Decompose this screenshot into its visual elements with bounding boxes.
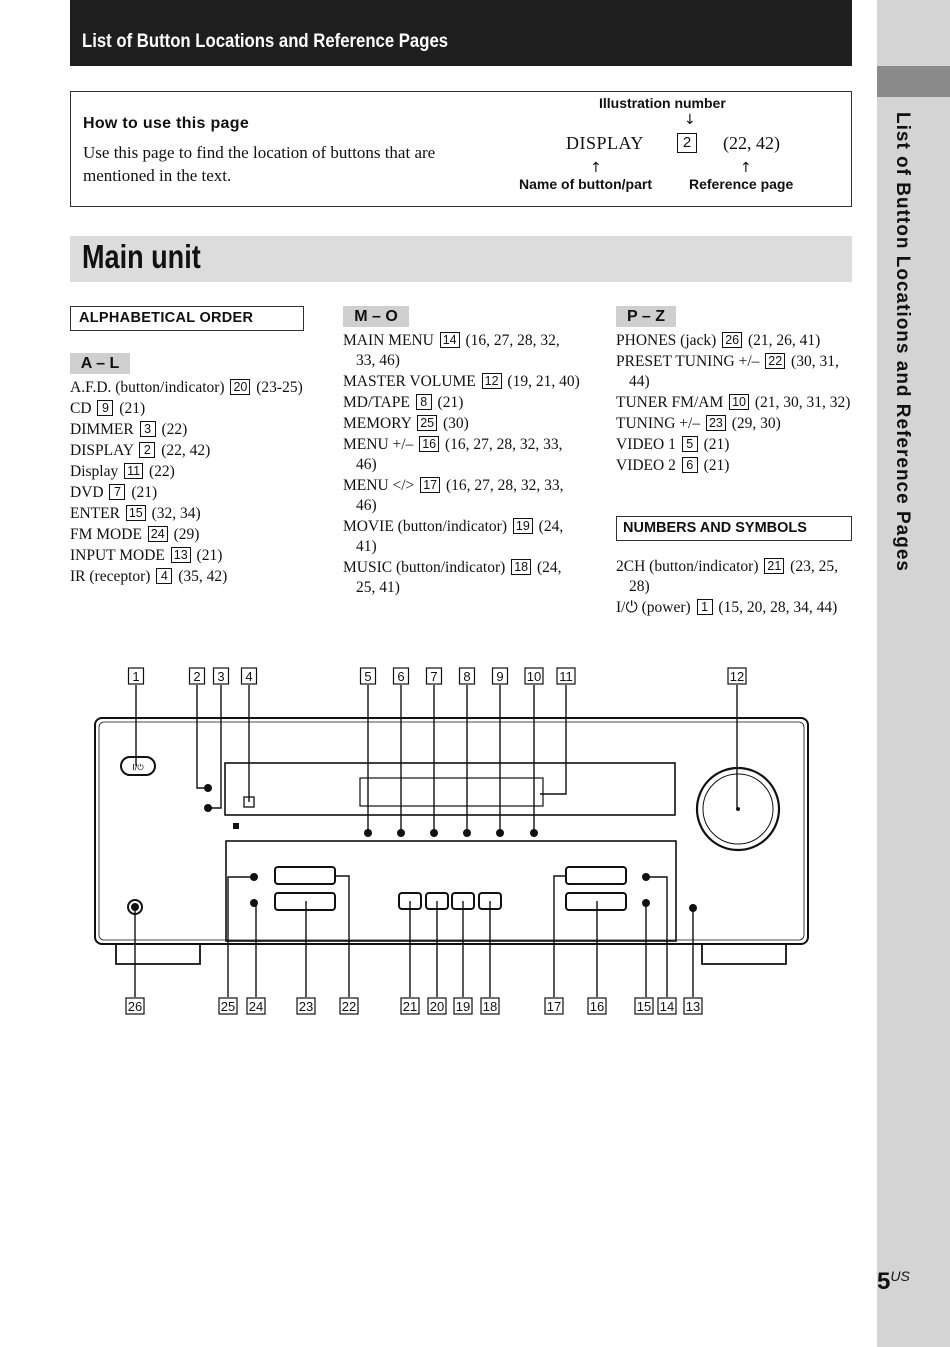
how-to-text: Use this page to find the location of buttons that are mentioned in the text. [83, 143, 436, 185]
numbers-and-symbols-heading: NUMBERS AND SYMBOLS [616, 516, 852, 541]
entry-reference-pages: (16, 27, 28, 32, 33, 46) [356, 436, 563, 473]
index-entry [70, 399, 305, 419]
entry-reference-pages: (23, 25, 28) [629, 558, 838, 595]
entry-reference-pages: (16, 27, 28, 32, 33, 46) [356, 477, 564, 514]
entry-name: Display [70, 463, 119, 480]
callout-label: 10 [526, 669, 542, 684]
callout-number [545, 998, 563, 1014]
entry-name: DISPLAY [70, 442, 134, 459]
entry-name: VIDEO 2 [616, 457, 676, 474]
entry-illustration-number: 9 [97, 400, 113, 416]
entry-name: A.F.D. (button/indicator) [70, 379, 225, 396]
callout-number [428, 998, 446, 1014]
entry-illustration-number: 3 [140, 421, 156, 437]
entry-illustration-number: 17 [420, 477, 440, 493]
entry-illustration-number: 7 [109, 484, 125, 500]
index-entry [616, 456, 861, 476]
entry-name: PHONES (jack) [616, 332, 717, 349]
up-arrow-icon: ↑ [590, 160, 602, 176]
callout-label: 1 [132, 669, 140, 684]
index-entry [70, 483, 305, 503]
callout-number [588, 998, 606, 1014]
group-heading-m-o: M – O [343, 306, 409, 327]
entry-reference-pages: (21) [703, 457, 730, 474]
callout-label: 21 [402, 999, 418, 1014]
callout-number [242, 668, 257, 684]
index-entry [70, 525, 305, 545]
callout-label: 23 [298, 999, 314, 1014]
callout-label: 2 [193, 669, 201, 684]
entry-name: CD [70, 400, 92, 417]
callout-number [190, 668, 205, 684]
example-reference-pages: (22, 42) [723, 133, 780, 153]
callout-label: 25 [220, 999, 236, 1014]
callout-label: 18 [482, 999, 498, 1014]
entry-illustration-number: 18 [511, 559, 531, 575]
callout-label: 17 [546, 999, 562, 1014]
callout-label: 16 [589, 999, 605, 1014]
entry-reference-pages: (35, 42) [178, 568, 228, 585]
callout-label: 26 [127, 999, 143, 1014]
section-band [70, 236, 852, 282]
entry-illustration-number: 4 [156, 568, 172, 584]
entry-reference-pages: (21, 26, 41) [747, 332, 821, 349]
callout-label: 13 [685, 999, 701, 1014]
display-window [225, 763, 675, 815]
index-entry [343, 372, 583, 392]
index-entry [343, 517, 583, 557]
entry-reference-pages: (21, 30, 31, 32) [754, 394, 851, 411]
callout-number [525, 668, 543, 684]
section-title: Main unit [82, 238, 201, 275]
entry-illustration-number: 20 [230, 379, 250, 395]
callout-label: 6 [397, 669, 405, 684]
entry-illustration-number: 6 [682, 457, 698, 473]
entry-illustration-number: 16 [419, 436, 439, 452]
entry-illustration-number: 13 [171, 547, 191, 563]
power-symbol-icon: I/⏻ [132, 763, 144, 772]
entries-p-z [616, 331, 861, 477]
entry-name: TUNER FM/AM [616, 394, 724, 411]
callout-number [684, 998, 702, 1014]
callout-number [129, 668, 144, 684]
entry-reference-pages: (21) [119, 400, 146, 417]
entry-name: DVD [70, 484, 104, 501]
index-entry [616, 393, 861, 413]
callout-label: 4 [245, 669, 253, 684]
index-entry [616, 598, 861, 618]
callout-number [635, 998, 653, 1014]
entry-name: MENU </> [343, 477, 415, 494]
example-button-name: DISPLAY [566, 133, 644, 153]
entry-illustration-number: 12 [482, 373, 502, 389]
callout-label: 20 [429, 999, 445, 1014]
display-panel [360, 778, 543, 806]
entries-a-l [70, 378, 305, 588]
callout-number [219, 998, 237, 1014]
entry-name: 2CH (button/indicator) [616, 558, 759, 575]
callout-label: 22 [341, 999, 357, 1014]
entry-name: MEMORY [343, 415, 412, 432]
entry-reference-pages: (21) [196, 547, 223, 564]
entry-reference-pages: (30, 31, 44) [629, 353, 839, 390]
index-entry [70, 378, 305, 398]
up-arrow-icon: ↑ [740, 160, 752, 176]
index-entry [343, 435, 583, 475]
page-number-suffix: US [890, 1268, 910, 1284]
entry-name: MUSIC (button/indicator) [343, 559, 506, 576]
entry-reference-pages: (19, 21, 40) [507, 373, 580, 390]
entry-illustration-number: 22 [765, 353, 785, 369]
index-entry [343, 331, 583, 371]
entry-name: TUNING +/– [616, 415, 701, 432]
entry-illustration-number: 26 [722, 332, 742, 348]
entry-illustration-number: 2 [139, 442, 155, 458]
callout-number [493, 668, 508, 684]
callout-number [394, 668, 409, 684]
entry-illustration-number: 14 [440, 332, 460, 348]
callout-label: 19 [455, 999, 471, 1014]
how-to-title: How to use this page [83, 115, 250, 132]
entry-reference-pages: (32, 34) [151, 505, 201, 522]
callout-label: 24 [248, 999, 264, 1014]
index-entry [70, 546, 305, 566]
header-bar [70, 0, 852, 66]
name-of-button-label: Name of button/part [519, 176, 652, 192]
entry-illustration-number: 10 [729, 394, 749, 410]
example-illustration-number: 2 [677, 133, 697, 153]
entry-reference-pages: (16, 27, 28, 32, 33, 46) [356, 332, 560, 369]
entry-reference-pages: (29, 30) [731, 415, 781, 432]
entry-reference-pages: (24, 25, 41) [356, 559, 562, 596]
callout-number [401, 998, 419, 1014]
callout-number [454, 998, 472, 1014]
callout-number [557, 668, 575, 684]
callout-label: 8 [463, 669, 471, 684]
callout-label: 3 [217, 669, 225, 684]
entry-reference-pages: (21) [703, 436, 730, 453]
entry-name: FM MODE [70, 526, 142, 543]
index-entry [343, 558, 583, 598]
index-entry [70, 462, 305, 482]
entry-name: MD/TAPE [343, 394, 410, 411]
group-heading-a-l: A – L [70, 353, 130, 374]
entry-name: I/⏻ (power) [616, 599, 691, 616]
entry-name: DIMMER [70, 421, 134, 438]
page-number-value: 5 [877, 1268, 891, 1295]
index-entry [343, 476, 583, 516]
index-entry [70, 567, 305, 587]
callout-label: 9 [496, 669, 504, 684]
entry-name: IR (receptor) [70, 568, 151, 585]
how-to-box [70, 91, 852, 207]
callout-number [214, 668, 229, 684]
index-entry [616, 557, 861, 597]
entry-reference-pages: (23-25) [256, 379, 303, 396]
index-entry [616, 352, 861, 392]
entry-illustration-number: 23 [706, 415, 726, 431]
entry-illustration-number: 19 [513, 518, 533, 534]
entry-name: MOVIE (button/indicator) [343, 518, 508, 535]
entry-name: INPUT MODE [70, 547, 165, 564]
callout-number [427, 668, 442, 684]
index-entry [343, 393, 583, 413]
callout-number [297, 998, 315, 1014]
callout-label: 12 [729, 669, 745, 684]
entry-illustration-number: 15 [126, 505, 146, 521]
entry-illustration-number: 24 [148, 526, 168, 542]
callout-label: 7 [430, 669, 438, 684]
entry-illustration-number: 5 [682, 436, 698, 452]
callout-label: 14 [659, 999, 675, 1014]
entry-reference-pages: (22) [148, 463, 175, 480]
entry-illustration-number: 25 [417, 415, 437, 431]
entry-reference-pages: (30) [442, 415, 469, 432]
index-entry [343, 414, 583, 434]
side-tab-marker [877, 66, 950, 97]
entry-name: MAIN MENU [343, 332, 434, 349]
header-title: List of Button Locations and Reference Pages [82, 31, 449, 52]
entry-illustration-number: 11 [124, 463, 143, 479]
entry-reference-pages: (21) [437, 394, 464, 411]
entry-reference-pages: (29) [173, 526, 200, 543]
receiver-body [95, 718, 808, 944]
callout-number [728, 668, 746, 684]
callout-number [340, 998, 358, 1014]
index-entry [70, 441, 305, 461]
entry-reference-pages: (22) [161, 421, 188, 438]
reference-page-label: Reference page [689, 176, 794, 192]
entry-name: ENTER [70, 505, 120, 522]
entry-illustration-number: 21 [764, 558, 784, 574]
callout-number [361, 668, 376, 684]
index-entry [616, 435, 861, 455]
entry-name: MENU +/– [343, 436, 414, 453]
callout-number [658, 998, 676, 1014]
callout-number [481, 998, 499, 1014]
alphabetical-order-heading: ALPHABETICAL ORDER [70, 306, 304, 331]
entry-illustration-number: 8 [416, 394, 432, 410]
callout-label: 15 [636, 999, 652, 1014]
index-entry [616, 331, 861, 351]
entries-numbers-symbols [616, 557, 861, 619]
group-heading-p-z: P – Z [616, 306, 676, 327]
entry-reference-pages: (24, 41) [356, 518, 564, 555]
illustration-number-label: Illustration number [599, 95, 726, 111]
side-band [877, 0, 950, 1347]
down-arrow-icon: ↓ [684, 112, 696, 128]
index-entry [616, 414, 861, 434]
entries-m-o [343, 331, 583, 599]
index-entry [70, 420, 305, 440]
side-title: List of Button Locations and Reference Pages [892, 112, 913, 572]
callout-label: 5 [364, 669, 372, 684]
entry-name: VIDEO 1 [616, 436, 676, 453]
entry-reference-pages: (15, 20, 28, 34, 44) [718, 599, 838, 616]
lower-control-panel [226, 841, 676, 941]
entry-reference-pages: (22, 42) [161, 442, 211, 459]
callout-label: 11 [559, 669, 573, 684]
entry-reference-pages: (21) [131, 484, 158, 501]
entry-illustration-number: 1 [697, 599, 713, 615]
index-entry [70, 504, 305, 524]
callout-number [460, 668, 475, 684]
callout-number [126, 998, 144, 1014]
callout-number [247, 998, 265, 1014]
entry-name: MASTER VOLUME [343, 373, 476, 390]
page-number [877, 1268, 910, 1296]
receiver-front-panel-diagram [90, 660, 830, 1020]
entry-name: PRESET TUNING +/– [616, 353, 760, 370]
